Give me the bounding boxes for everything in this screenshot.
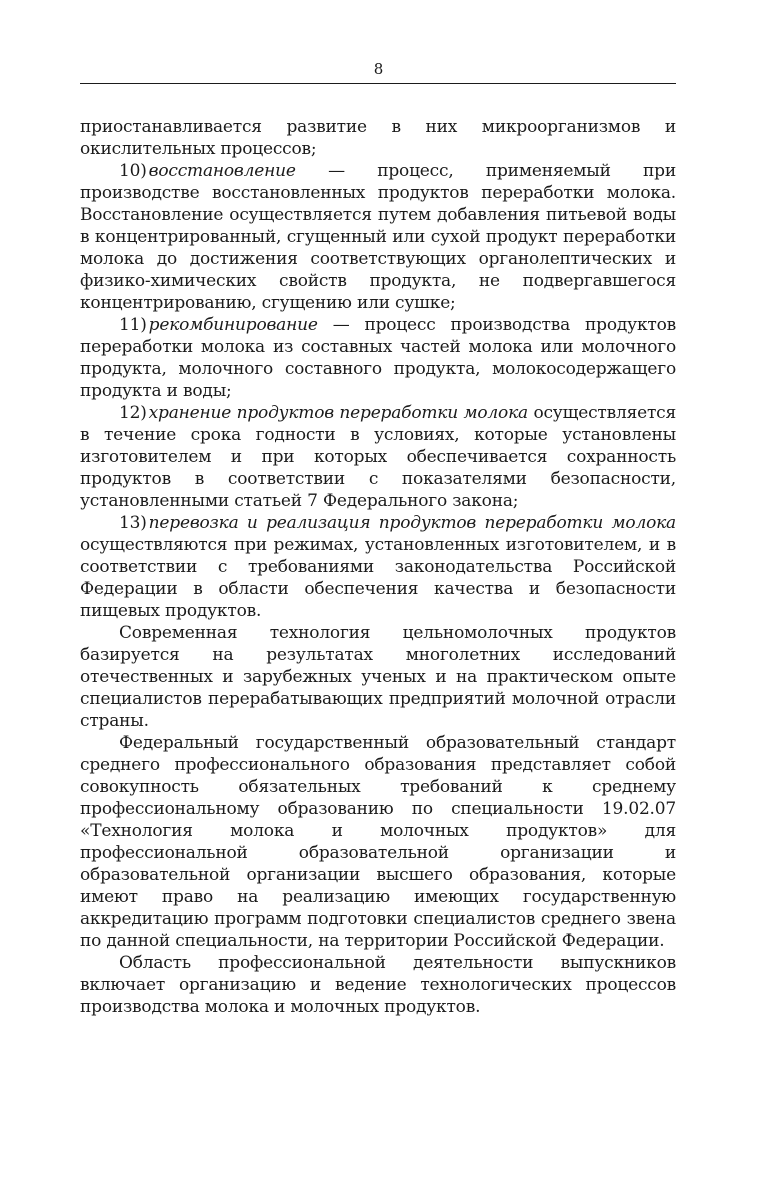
item-term: перевозка и реализация продуктов переработки молока [148, 513, 676, 533]
item-number: 12) [119, 403, 147, 423]
paragraph-item-10 [80, 160, 676, 314]
paragraph-technology: Современная технология цельномолочных продуктов базируется на результатах многолетних исследований отечественных и зарубежных ученых и на практическом опыте специалистов перерабатывающих предприятий молочной отрасли страны. [80, 623, 676, 731]
body-text [80, 116, 676, 1018]
paragraph-professional-area: Область профессиональной деятельности выпускников включает организацию и ведение технологических процессов производства молока и молочных продуктов. [80, 953, 676, 1017]
item-text: осуществляются при режимах, установленных изготовителем, и в соответствии с требованиями законодательства Российской Федерации в области обеспечения качества и безопасности пищевых продуктов. [80, 535, 676, 621]
paragraph-item-13 [80, 512, 676, 622]
paragraph-item-12 [80, 402, 676, 512]
item-term: восстановление [148, 161, 296, 181]
paragraph-standard: Федеральный государственный образовательный стандарт среднего профессионального образования представляет собой совокупность обязательных требований к среднему профессиональному образованию по специальности 19.02.07 «Технология молока и молочных продуктов» для профессиональной образовательной организации и образовательной организации высшего образования, которые имеют право на реализацию имеющих государственную аккредитацию программ подготовки специалистов среднего звена по данной специальности, на территории Российской Федерации. [80, 733, 676, 951]
item-number: 13) [119, 513, 147, 533]
paragraph-item-11 [80, 314, 676, 402]
item-number: 11) [119, 315, 147, 335]
item-number: 10) [119, 161, 147, 181]
item-text: — процесс, применяемый при производстве восстановленных продуктов переработки молока. Восстановление осуществляется путем добавления питьевой воды в концентрированный, сгущенный или сухой продукт переработки молока до достижения соответствующих органолептических и физико-химических свойств продукта, не подвергавшегося концентрированию, сгущению или сушке; [80, 161, 676, 313]
item-term: рекомбинирование [148, 315, 318, 335]
header-rule [80, 83, 676, 84]
item-term: хранение продуктов переработки молока [148, 403, 528, 423]
item-text: осуществляется в течение срока годности в условиях, которые установлены изготовителем и при которых обеспечивается сохранность продуктов в соответствии с показателями безопасности, установленными статьей 7 Федерального закона; [80, 403, 677, 511]
item-text: — процесс производства продуктов переработки молока из составных частей молока или молочного продукта, молочного составного продукта, молокосодержащего продукта и воды; [80, 315, 676, 401]
paragraph-continuation: приостанавливается развитие в них микроорганизмов и окислительных процессов; [80, 117, 676, 159]
page-number: 8 [373, 60, 384, 78]
